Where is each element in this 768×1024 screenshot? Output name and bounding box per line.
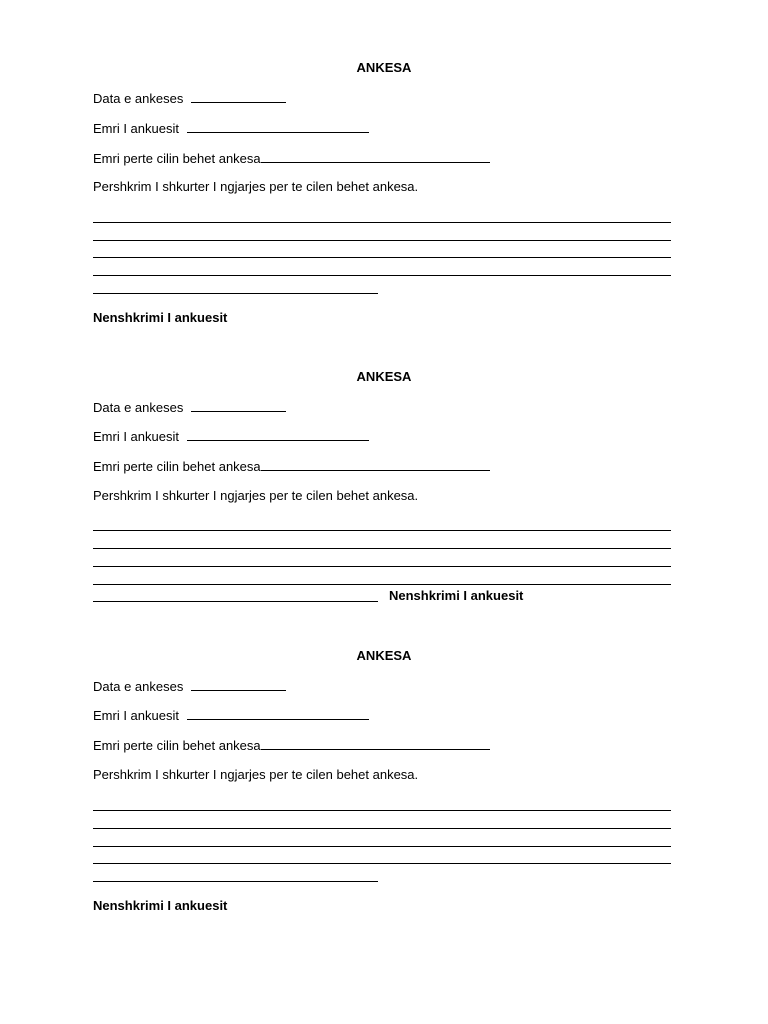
description-line[interactable]	[93, 863, 671, 864]
signature-label: Nenshkrimi I ankuesit	[93, 898, 228, 913]
complainant-label: Emri I ankuesit	[93, 708, 179, 723]
description-label: Pershkrim I shkurter I ngjarjes per te cilen behet ankesa.	[93, 767, 419, 782]
date-field	[93, 90, 286, 107]
description-line[interactable]	[93, 240, 671, 241]
date-label: Data e ankeses	[93, 91, 184, 106]
description-label: Pershkrim I shkurter I ngjarjes per te cilen behet ankesa.	[93, 488, 419, 503]
form-title: ANKESA	[356, 648, 412, 663]
date-field	[93, 399, 286, 416]
target-label: Emri perte cilin behet ankesa	[93, 459, 261, 474]
complainant-field	[93, 428, 369, 445]
form-title: ANKESA	[356, 60, 412, 75]
complainant-label: Emri I ankuesit	[93, 429, 179, 444]
complainant-blank[interactable]	[187, 120, 369, 133]
form-title: ANKESA	[356, 369, 412, 384]
description-line[interactable]	[93, 846, 671, 847]
target-field	[93, 150, 490, 167]
description-line[interactable]	[93, 584, 671, 585]
description-line[interactable]	[93, 810, 671, 811]
target-blank[interactable]	[261, 737, 490, 750]
signature-label: Nenshkrimi I ankuesit	[93, 310, 228, 325]
description-line[interactable]	[93, 530, 671, 531]
signature-label: Nenshkrimi I ankuesit	[389, 588, 524, 603]
target-label: Emri perte cilin behet ankesa	[93, 738, 261, 753]
description-line[interactable]	[93, 293, 378, 294]
date-field	[93, 678, 286, 695]
description-line[interactable]	[93, 601, 378, 602]
description-label: Pershkrim I shkurter I ngjarjes per te cilen behet ankesa.	[93, 179, 419, 194]
date-blank[interactable]	[191, 399, 286, 412]
target-field	[93, 737, 490, 754]
complainant-field	[93, 707, 369, 724]
target-field	[93, 458, 490, 475]
complainant-blank[interactable]	[187, 707, 369, 720]
target-label: Emri perte cilin behet ankesa	[93, 151, 261, 166]
target-blank[interactable]	[261, 458, 490, 471]
description-line[interactable]	[93, 257, 671, 258]
target-blank[interactable]	[261, 150, 490, 163]
complainant-field	[93, 120, 369, 137]
date-blank[interactable]	[191, 678, 286, 691]
date-blank[interactable]	[191, 90, 286, 103]
complainant-label: Emri I ankuesit	[93, 121, 179, 136]
description-line[interactable]	[93, 222, 671, 223]
date-label: Data e ankeses	[93, 679, 184, 694]
description-line[interactable]	[93, 548, 671, 549]
description-line[interactable]	[93, 566, 671, 567]
date-label: Data e ankeses	[93, 400, 184, 415]
complainant-blank[interactable]	[187, 428, 369, 441]
description-line[interactable]	[93, 275, 671, 276]
description-line[interactable]	[93, 881, 378, 882]
description-line[interactable]	[93, 828, 671, 829]
